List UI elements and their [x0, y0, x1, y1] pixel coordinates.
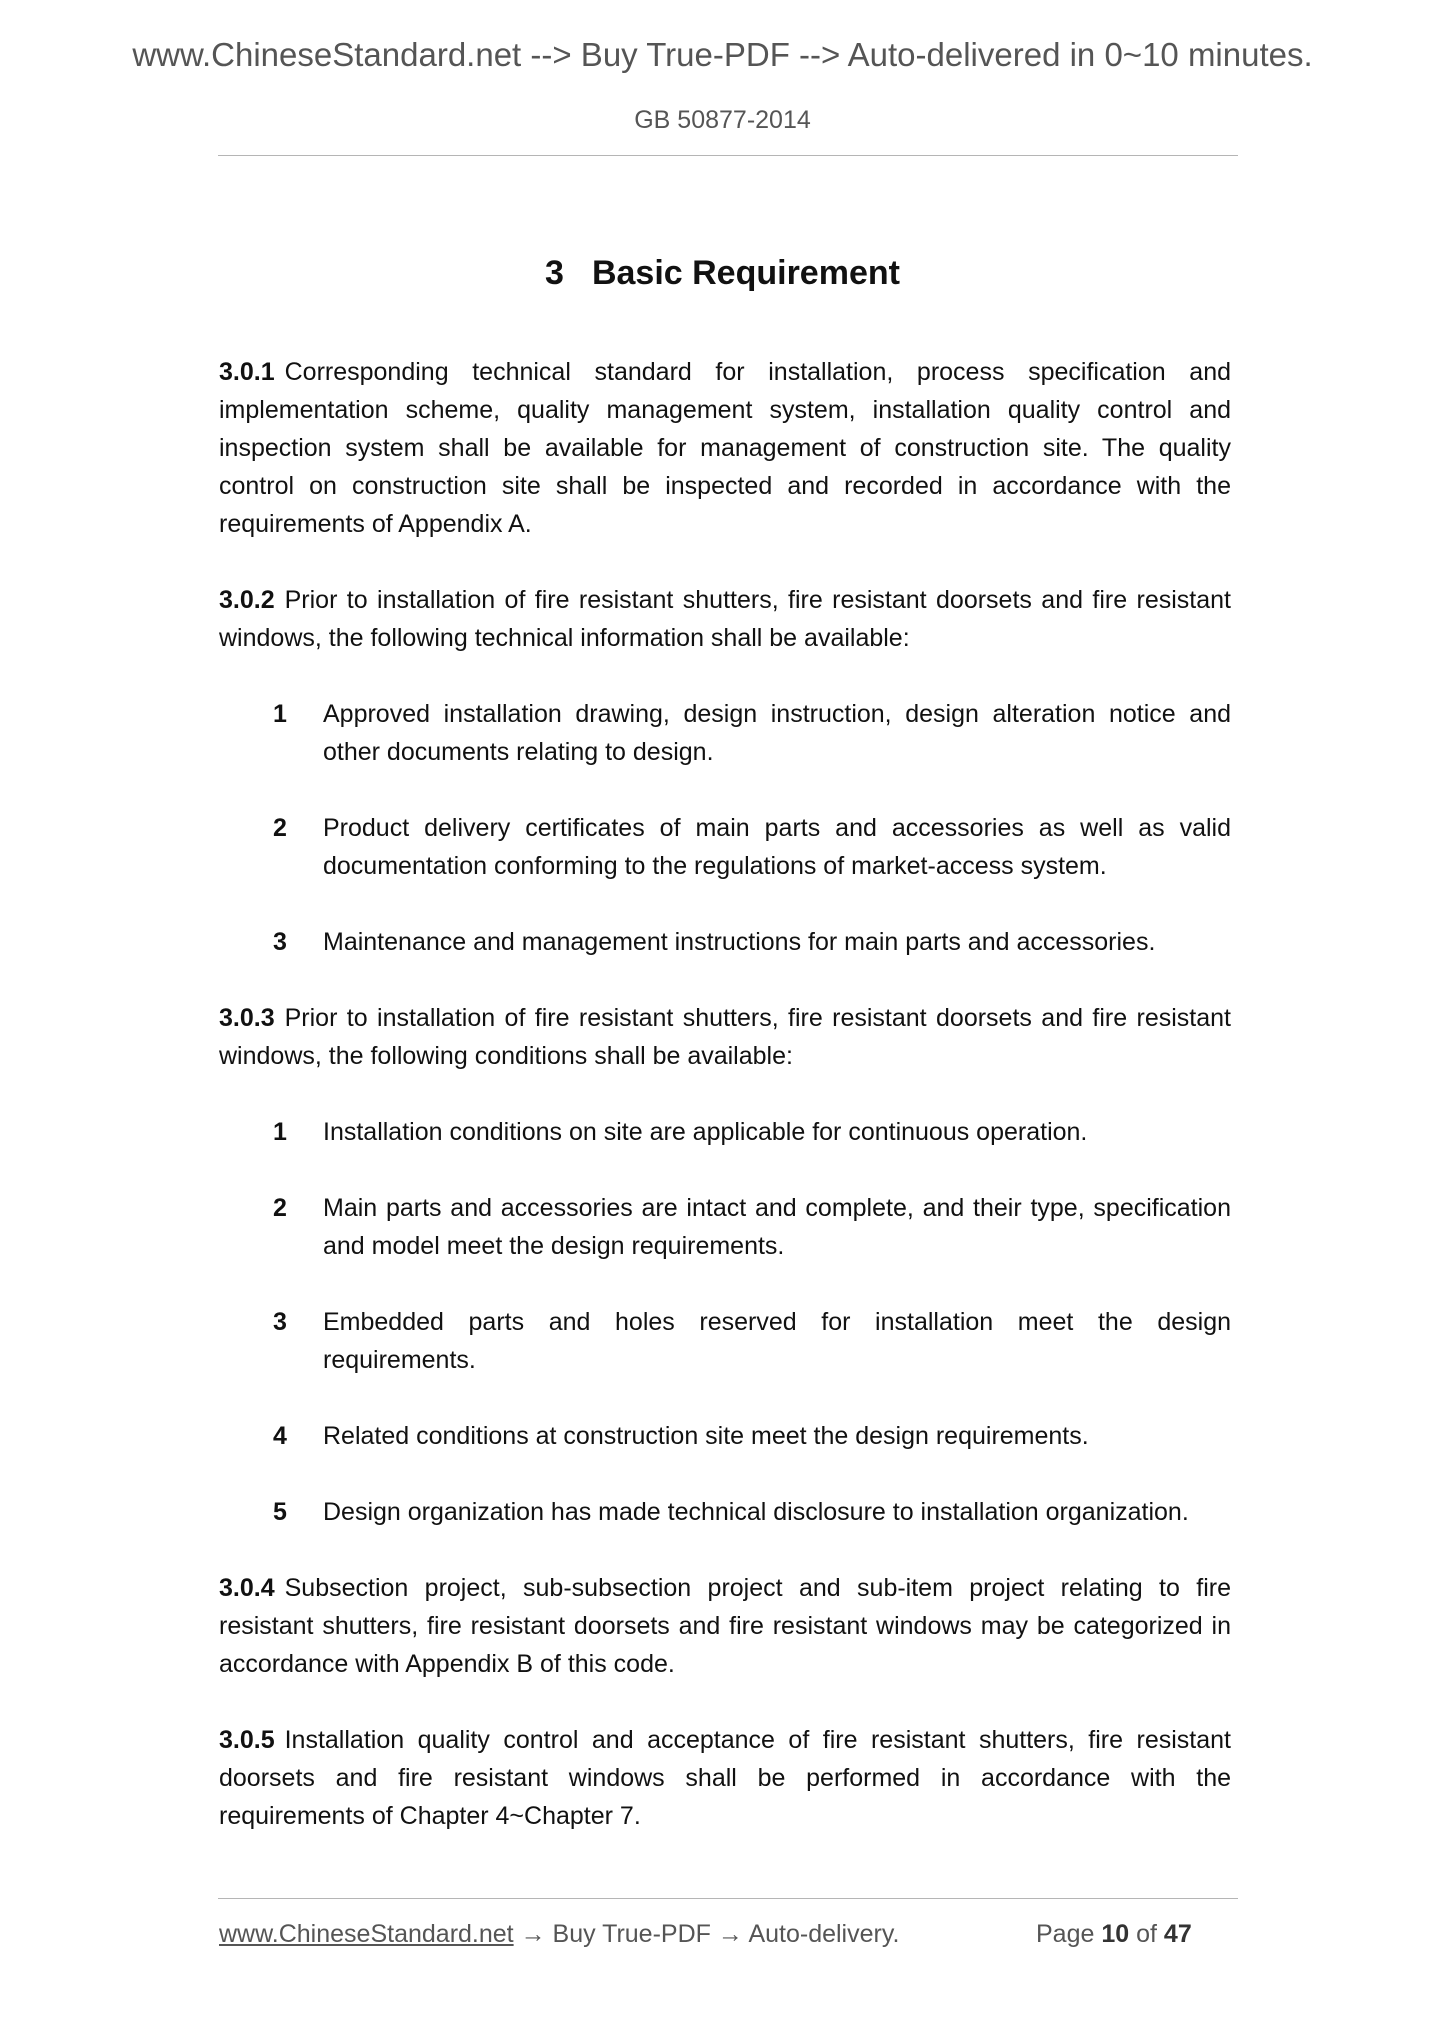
clause-3-0-3	[219, 999, 1231, 1075]
clause-3-0-2	[219, 581, 1231, 657]
list-item	[219, 695, 1231, 771]
chapter-number: 3	[545, 254, 564, 292]
chapter-heading	[0, 254, 1445, 293]
document-code: GB 50877-2014	[634, 106, 811, 134]
item-text: Related conditions at construction site meet the design requirements.	[323, 1422, 1089, 1450]
item-text: Main parts and accessories are intact and complete, and their type, specification and model meet the design requirements.	[323, 1194, 1231, 1260]
footer-promo	[219, 1920, 899, 1949]
list-item	[219, 1493, 1231, 1531]
document-body	[219, 353, 1231, 1835]
clause-text: Installation quality control and acceptance of fire resistant shutters, fire resistant doorsets and fire resistant windows shall be performed in accordance with the requirements of Chapter 4~Chapter 7.	[219, 1726, 1231, 1830]
list-item	[219, 809, 1231, 885]
footer-buy-text: Buy True-PDF	[552, 1920, 711, 1948]
clause-text: Prior to installation of fire resistant shutters, fire resistant doorsets and fire resistant windows, the following conditions shall be available:	[219, 1004, 1231, 1070]
clause-3-0-5	[219, 1721, 1231, 1835]
item-text: Approved installation drawing, design instruction, design alteration notice and other documents relating to design.	[323, 700, 1231, 766]
footer-divider	[218, 1898, 1238, 1899]
footer-delivery-text: Auto-delivery.	[748, 1920, 900, 1948]
item-text: Design organization has made technical disclosure to installation organization.	[323, 1498, 1189, 1526]
page-label: Page	[1036, 1920, 1095, 1948]
item-text: Installation conditions on site are applicable for continuous operation.	[323, 1118, 1088, 1146]
list-item	[219, 1303, 1231, 1379]
footer-site-link[interactable]: www.ChineseStandard.net	[219, 1920, 514, 1948]
list-item	[219, 1113, 1231, 1151]
item-number: 5	[273, 1498, 287, 1526]
chapter-title: Basic Requirement	[591, 254, 900, 292]
clause-3-0-1	[219, 353, 1231, 543]
item-text: Maintenance and management instructions for main parts and accessories.	[323, 928, 1156, 956]
clause-number: 3.0.5	[219, 1726, 275, 1754]
item-number: 2	[273, 1194, 287, 1222]
arrow-icon: →	[717, 1920, 743, 1948]
arrow-icon: →	[520, 1920, 546, 1948]
item-text: Embedded parts and holes reserved for installation meet the design requirements.	[323, 1308, 1231, 1374]
item-number: 3	[273, 1308, 287, 1336]
list-item	[219, 1189, 1231, 1265]
header-divider	[218, 155, 1238, 156]
clause-text: Corresponding technical standard for installation, process specification and implementation scheme, quality management system, installation quality control and inspection system shall be available for management of construction site. The quality control on construction site shall be inspected and recorded in accordance with the requirements of Appendix A.	[219, 358, 1231, 538]
item-number: 2	[273, 814, 287, 842]
item-number: 4	[273, 1422, 287, 1450]
clause-number: 3.0.2	[219, 586, 275, 614]
list-item	[219, 1417, 1231, 1455]
clause-text: Prior to installation of fire resistant shutters, fire resistant doorsets and fire resistant windows, the following technical information shall be available:	[219, 586, 1231, 652]
page-total: 47	[1163, 1920, 1192, 1948]
item-text: Product delivery certificates of main parts and accessories as well as valid documentation conforming to the regulations of market-access system.	[323, 814, 1231, 880]
clause-text: Subsection project, sub-subsection project and sub-item project relating to fire resistant shutters, fire resistant doorsets and fire resistant windows may be categorized in accordance with Appendix B of this code.	[219, 1574, 1231, 1678]
clause-number: 3.0.1	[219, 358, 275, 386]
clause-3-0-4	[219, 1569, 1231, 1683]
page-indicator	[1036, 1920, 1192, 1949]
item-number: 1	[273, 700, 287, 728]
item-number: 3	[273, 928, 287, 956]
item-number: 1	[273, 1118, 287, 1146]
list-item	[219, 923, 1231, 961]
clause-number: 3.0.4	[219, 1574, 275, 1602]
clause-number: 3.0.3	[219, 1004, 275, 1032]
top-banner: www.ChineseStandard.net --> Buy True-PDF --> Auto-delivered in 0~10 minutes.	[132, 36, 1313, 73]
of-label: of	[1136, 1920, 1157, 1948]
page-number: 10	[1101, 1920, 1130, 1948]
